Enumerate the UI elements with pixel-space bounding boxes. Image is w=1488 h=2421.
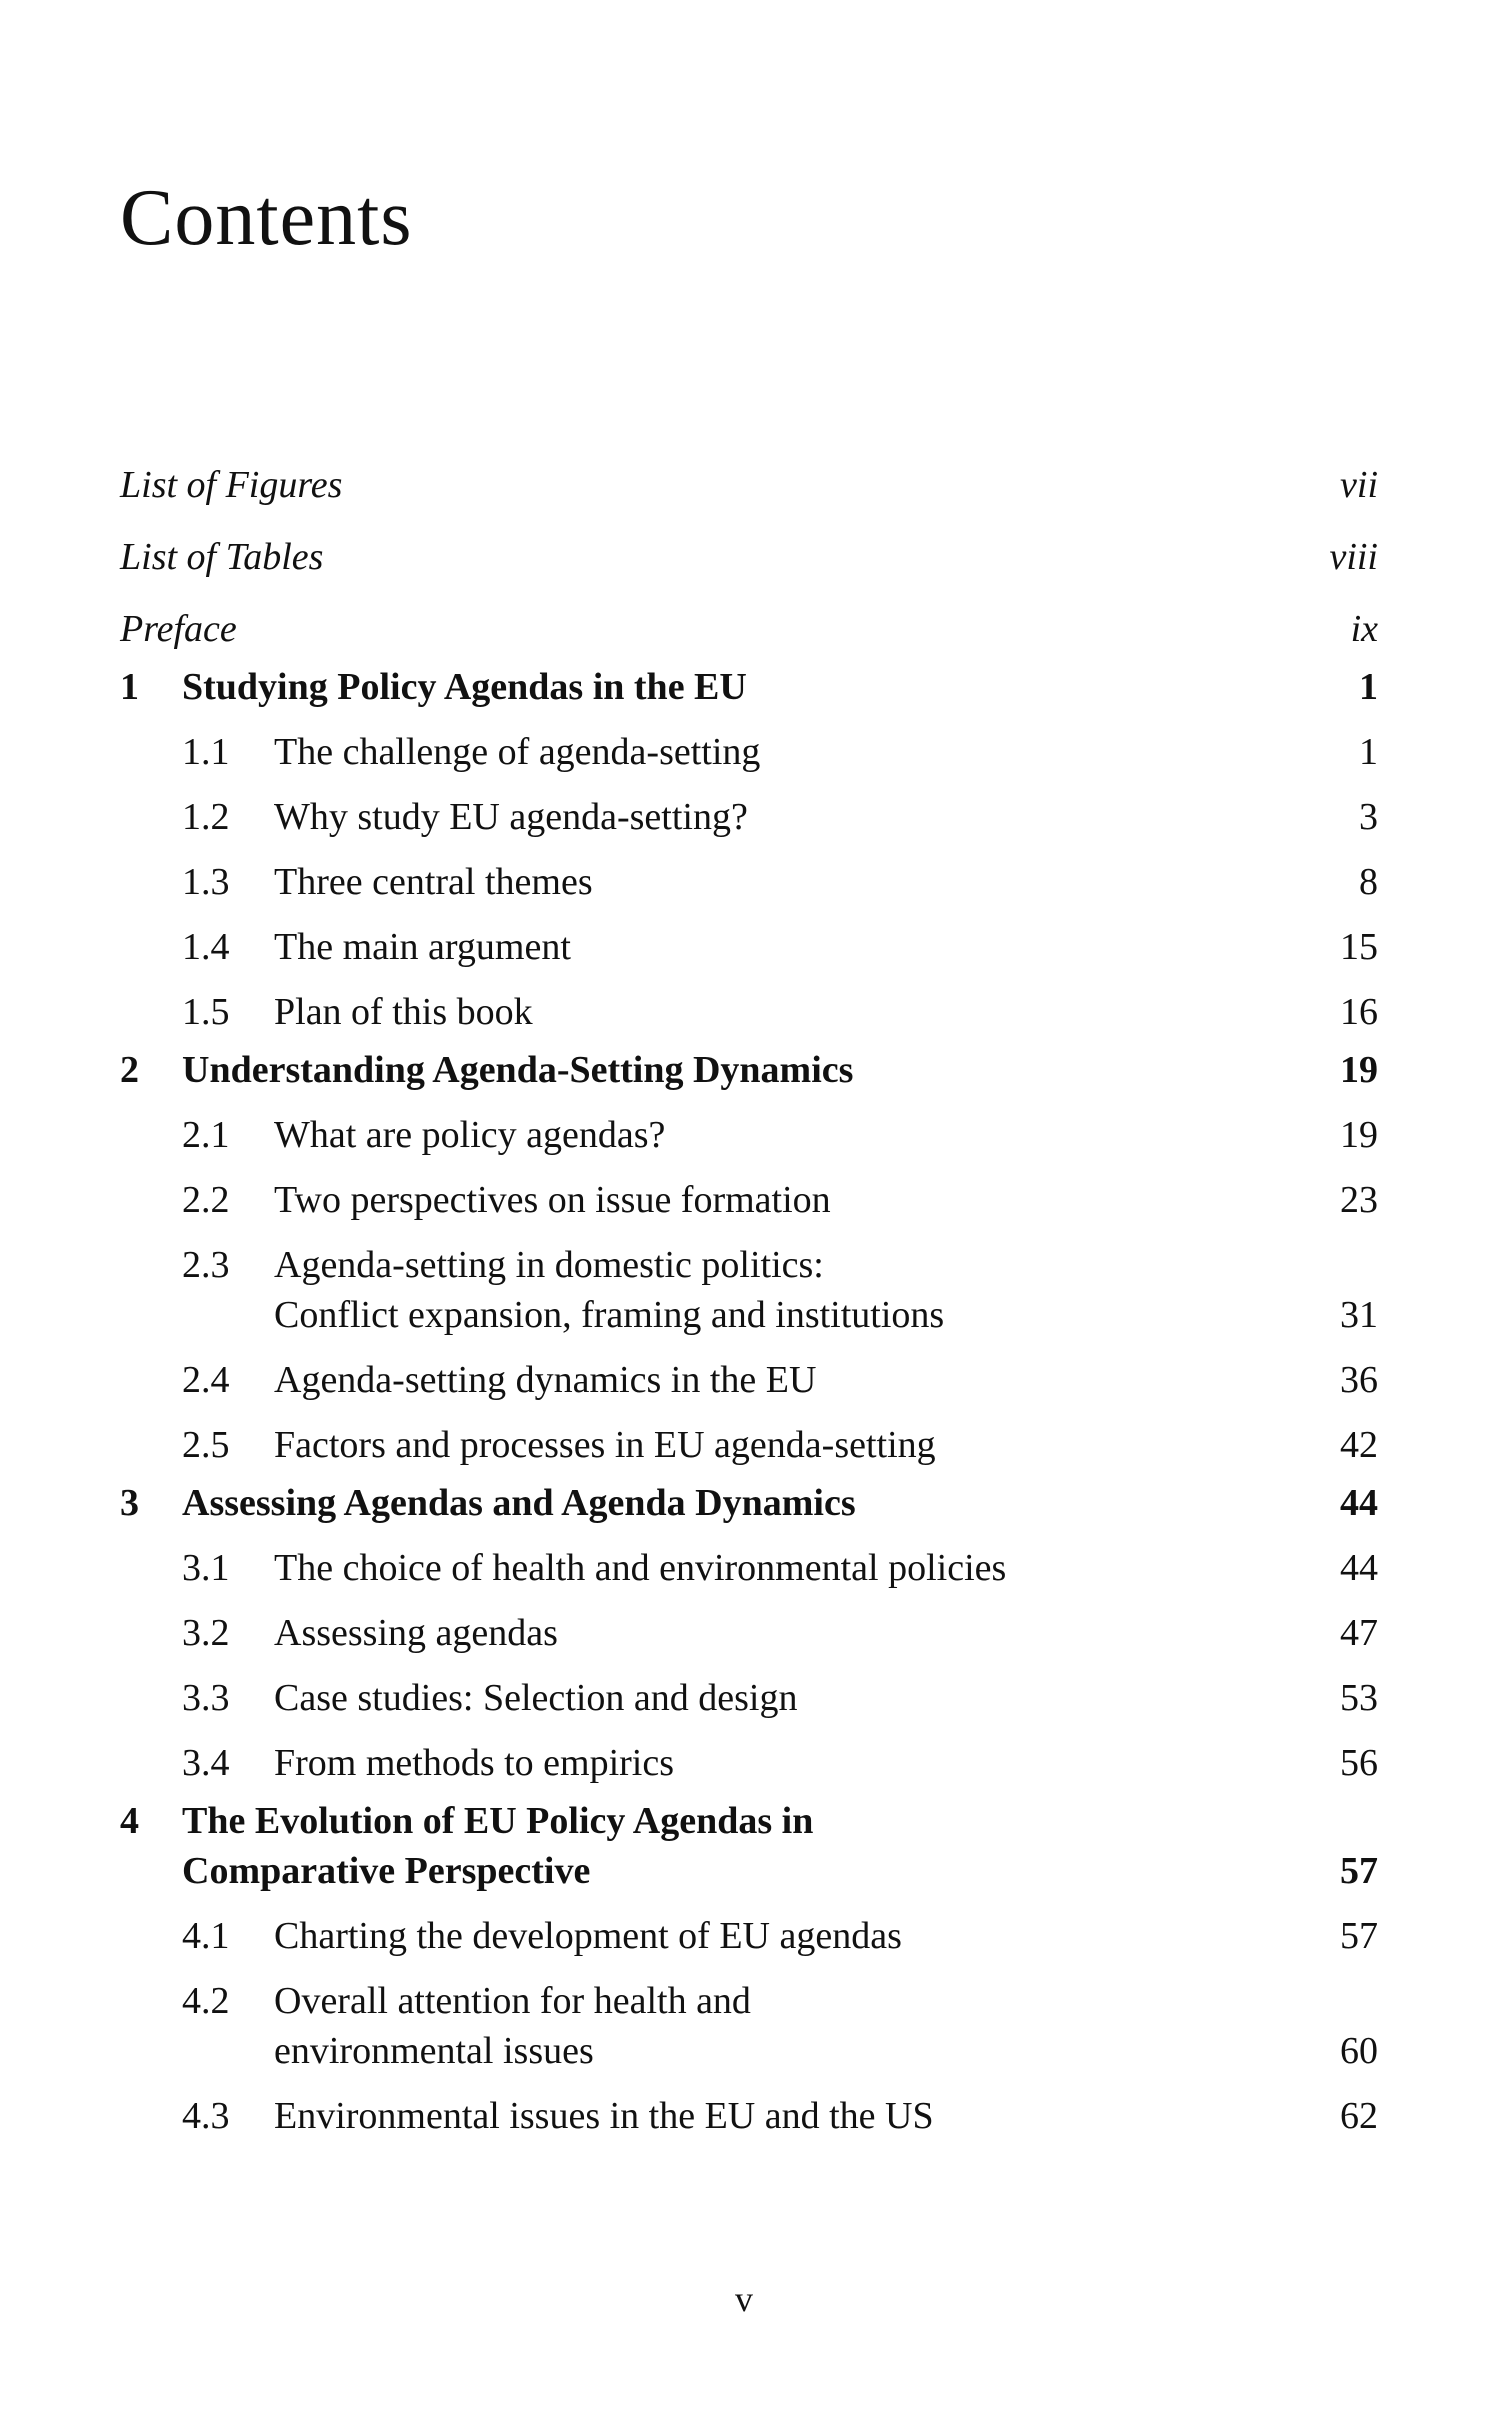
toc-chapter-3[interactable] [120,1478,1378,1528]
chapter-title: Understanding Agenda-Setting Dynamics [182,1049,854,1091]
chapter-title [182,1796,1218,1896]
section-title-line-2: environmental issues [274,2030,594,2072]
toc-section-4-2[interactable] [120,1976,1378,2076]
toc-chapter-4[interactable] [120,1796,1378,1896]
toc-entry-list-of-tables[interactable] [120,510,1378,582]
section-number: 2.3 [182,1244,230,1286]
section-page: 44 [1340,1547,1378,1589]
toc-section-1-2[interactable] [120,792,1378,842]
page-title: Contents [120,174,413,262]
section-number: 2.4 [182,1359,230,1401]
section-title: Three central themes [274,861,593,903]
toc-entry-title: List of Figures [120,464,343,506]
section-number: 3.1 [182,1547,230,1589]
toc-chapter-1[interactable] [120,662,1378,712]
toc-entry-page: ix [1350,608,1378,650]
section-number: 1.4 [182,926,230,968]
toc-entry-preface[interactable] [120,582,1378,654]
section-page: 57 [1340,1915,1378,1957]
section-number: 2.5 [182,1424,230,1466]
section-title [274,1240,1218,1340]
section-page: 23 [1340,1179,1378,1221]
section-title: The challenge of agenda-setting [274,731,761,773]
chapter-page: 44 [1340,1482,1378,1524]
chapter-number: 3 [120,1482,139,1524]
section-title: Case studies: Selection and design [274,1677,798,1719]
section-title-line-1: Overall attention for health and [274,1980,751,2022]
section-page: 36 [1340,1359,1378,1401]
section-title: Two perspectives on issue formation [274,1179,831,1221]
chapter-page: 57 [1340,1850,1378,1892]
toc-chapter-2[interactable] [120,1045,1378,1095]
toc-section-1-3[interactable] [120,857,1378,907]
section-page: 60 [1340,2030,1378,2072]
table-of-contents [120,438,1378,2141]
toc-section-2-5[interactable] [120,1420,1378,1470]
section-title: The choice of health and environmental policies [274,1547,1007,1589]
toc-section-1-4[interactable] [120,922,1378,972]
section-number: 1.1 [182,731,230,773]
section-title-line-1: Agenda-setting in domestic politics: [274,1244,824,1286]
section-title: Agenda-setting dynamics in the EU [274,1359,817,1401]
section-page: 42 [1340,1424,1378,1466]
section-title: Why study EU agenda-setting? [274,796,748,838]
chapter-title-line-2: Comparative Perspective [182,1850,591,1892]
section-number: 3.4 [182,1742,230,1784]
section-number: 1.2 [182,796,230,838]
toc-section-2-2[interactable] [120,1175,1378,1225]
section-title: What are policy agendas? [274,1114,666,1156]
toc-section-1-5[interactable] [120,987,1378,1037]
section-title: Charting the development of EU agendas [274,1915,902,1957]
toc-entry-title: List of Tables [120,536,324,578]
section-page: 16 [1340,991,1378,1033]
section-number: 2.1 [182,1114,230,1156]
toc-section-3-4[interactable] [120,1738,1378,1788]
section-page: 56 [1340,1742,1378,1784]
chapter-page: 19 [1340,1049,1378,1091]
section-title: Plan of this book [274,991,533,1033]
section-title: The main argument [274,926,571,968]
chapter-number: 2 [120,1049,139,1091]
chapter-title: Assessing Agendas and Agenda Dynamics [182,1482,856,1524]
section-page: 47 [1340,1612,1378,1654]
chapter-number: 1 [120,666,139,708]
toc-section-3-1[interactable] [120,1543,1378,1593]
toc-entry-list-of-figures[interactable] [120,438,1378,510]
toc-section-4-1[interactable] [120,1911,1378,1961]
section-page: 8 [1359,861,1378,903]
section-number: 3.3 [182,1677,230,1719]
toc-entry-title: Preface [120,608,237,650]
section-title: Environmental issues in the EU and the US [274,2095,934,2137]
toc-section-1-1[interactable] [120,727,1378,777]
section-number: 4.1 [182,1915,230,1957]
section-number: 4.2 [182,1980,230,2022]
chapter-title-line-1: The Evolution of EU Policy Agendas in [182,1800,814,1842]
chapter-page: 1 [1359,666,1378,708]
section-title: From methods to empirics [274,1742,675,1784]
section-title-line-2: Conflict expansion, framing and institutions [274,1294,945,1336]
section-page: 3 [1359,796,1378,838]
section-number: 4.3 [182,2095,230,2137]
chapter-number: 4 [120,1800,139,1842]
toc-section-3-2[interactable] [120,1608,1378,1658]
section-page: 15 [1340,926,1378,968]
chapter-title: Studying Policy Agendas in the EU [182,666,747,708]
toc-section-2-3[interactable] [120,1240,1378,1340]
section-page: 62 [1340,2095,1378,2137]
toc-section-2-4[interactable] [120,1355,1378,1405]
page-folio: v [735,2279,753,2319]
toc-entry-page: viii [1329,536,1378,578]
section-page: 53 [1340,1677,1378,1719]
section-page: 1 [1359,731,1378,773]
section-title [274,1976,1218,2076]
toc-section-4-3[interactable] [120,2091,1378,2141]
section-number: 2.2 [182,1179,230,1221]
section-page: 31 [1340,1294,1378,1336]
section-number: 1.5 [182,991,230,1033]
section-number: 3.2 [182,1612,230,1654]
section-title: Factors and processes in EU agenda-setting [274,1424,936,1466]
section-page: 19 [1340,1114,1378,1156]
toc-entry-page: vii [1340,464,1378,506]
toc-section-3-3[interactable] [120,1673,1378,1723]
toc-section-2-1[interactable] [120,1110,1378,1160]
section-number: 1.3 [182,861,230,903]
section-title: Assessing agendas [274,1612,558,1654]
